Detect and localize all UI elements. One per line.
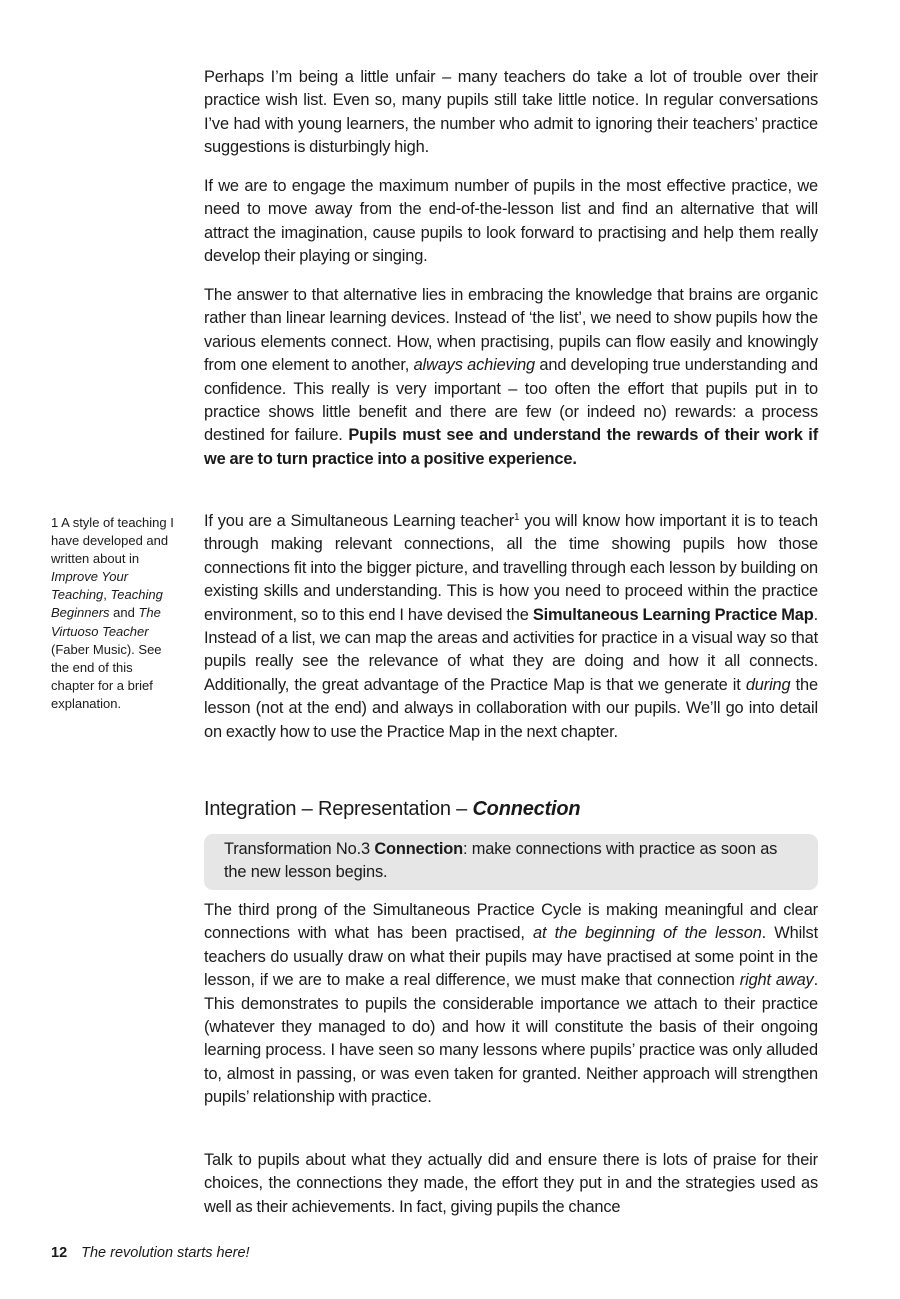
page-footer: [51, 1243, 250, 1263]
paragraph-text: The third prong of the Simultaneous Practice Cycle is making meaningful and clear connections with what has been practised,: [204, 901, 818, 943]
transformation-callout-box: [204, 834, 818, 890]
callout-prefix: Transformation No.3: [224, 840, 375, 858]
italic-emphasis: during: [745, 675, 791, 694]
book-title-teaching-beginners: Teaching Beginners: [51, 587, 163, 621]
paragraph-4: [204, 510, 818, 744]
margin-footnote: [51, 514, 176, 713]
paragraph-text: and developing true understanding and confidence. This really is very important – too often the effort that pupils put in to practice shows little benefit and there are few (or indeed no) rewards: a process destined for failure.: [204, 356, 818, 445]
book-title-virtuoso-teacher: The Virtuoso Teacher: [51, 605, 161, 639]
heading-emphasis: Connection: [472, 798, 581, 820]
italic-emphasis: right away: [739, 971, 814, 990]
paragraph-1: [204, 66, 818, 160]
italic-emphasis: always achieving: [413, 356, 536, 375]
paragraph-text: Talk to pupils about what they actually did and ensure there is lots of praise for their choices, the connections they made, the effort they put in and the strategies used as well as their achievements. In fact, giving pupils the chance: [204, 1151, 818, 1216]
footnote-text: (Faber Music). See the end of this chapter for a brief explanation.: [51, 641, 162, 711]
running-title: The revolution starts here!: [81, 1245, 250, 1261]
section-heading: [204, 796, 580, 822]
footnote-separator: and: [109, 605, 139, 621]
paragraph-text: the lesson (not at the end) and always in collaboration with our pupils. We’ll go into detail on exactly how to use the Practice Map in the next chapter.: [204, 675, 818, 741]
italic-emphasis: at the beginning of the lesson: [533, 924, 762, 943]
paragraph-2: [204, 175, 818, 269]
callout-text: : make connections with practice as soon as the new lesson begins.: [224, 840, 778, 882]
paragraph-text: you will know how important it is to teach through making relevant connections, all the time showing pupils how those connections fit into the bigger picture, and travelling through each lesson by building on existing skills and understanding. This is how you need to proceed within the practice environment, so to this end I have devised the: [204, 512, 818, 624]
paragraph-text: . Whilst teachers do usually draw on what their pupils may have practised at some point in the lesson, if we are to make a real difference, we must make that connection: [204, 924, 818, 990]
page-number: 12: [51, 1245, 68, 1261]
paragraph-text: . This demonstrates to pupils the considerable importance we attach to their practice (whatever they managed to do) and how it will constitute the basis of their ongoing learning process. I have seen so many lessons where pupils’ practice was only alluded to, almost in passing, or was even taken for granted. Neither approach will strengthen pupils’ relationship with practice.: [204, 971, 818, 1107]
bold-emphasis: Pupils must see and understand the rewards of their work if we are to turn practice into a positive experience.: [204, 426, 819, 468]
footnote-separator: ,: [103, 587, 111, 603]
paragraph-text: If we are to engage the maximum number of pupils in the most effective practice, we need to move away from the end-of-the-lesson list and find an alternative that will attract the imagination, cause pupils to look forward to practising and help them really develop their playing or singing.: [204, 177, 818, 266]
book-title-improve-your-teaching: Improve Your Teaching: [51, 569, 129, 603]
paragraph-text: Perhaps I’m being a little unfair – many teachers do take a lot of trouble over their practice wish list. Even so, many pupils still take little notice. In regular conversations I’ve had with young learners, the number who admit to ignoring their teachers’ practice suggestions is disturbingly high.: [204, 68, 818, 157]
paragraph-5: [204, 899, 818, 1110]
bold-emphasis: Simultaneous Learning Practice Map: [532, 605, 814, 624]
footnote-text: 1 A style of teaching I have developed and written about in: [51, 515, 174, 567]
paragraph-text: If you are a Simultaneous Learning teacher: [204, 512, 515, 530]
paragraph-text: . Instead of a list, we can map the areas and activities for practice in a visual way so that pupils really see the relevance of what they are doing and how it all connects. Additionally, the great advantage of the Practice Map is that we generate it: [204, 605, 818, 694]
paragraph-6: [204, 1149, 818, 1219]
paragraph-text: The answer to that alternative lies in embracing the knowledge that brains are organic rather than linear learning devices. Instead of ‘the list’, we need to show pupils how the various elements connect. How, when practising, pupils can flow easily and knowingly from one element to another,: [204, 286, 818, 375]
paragraph-3: [204, 284, 818, 471]
callout-keyword: Connection: [374, 840, 463, 858]
footnote-reference[interactable]: 1: [514, 512, 520, 523]
heading-text: Integration – Representation –: [204, 798, 473, 820]
